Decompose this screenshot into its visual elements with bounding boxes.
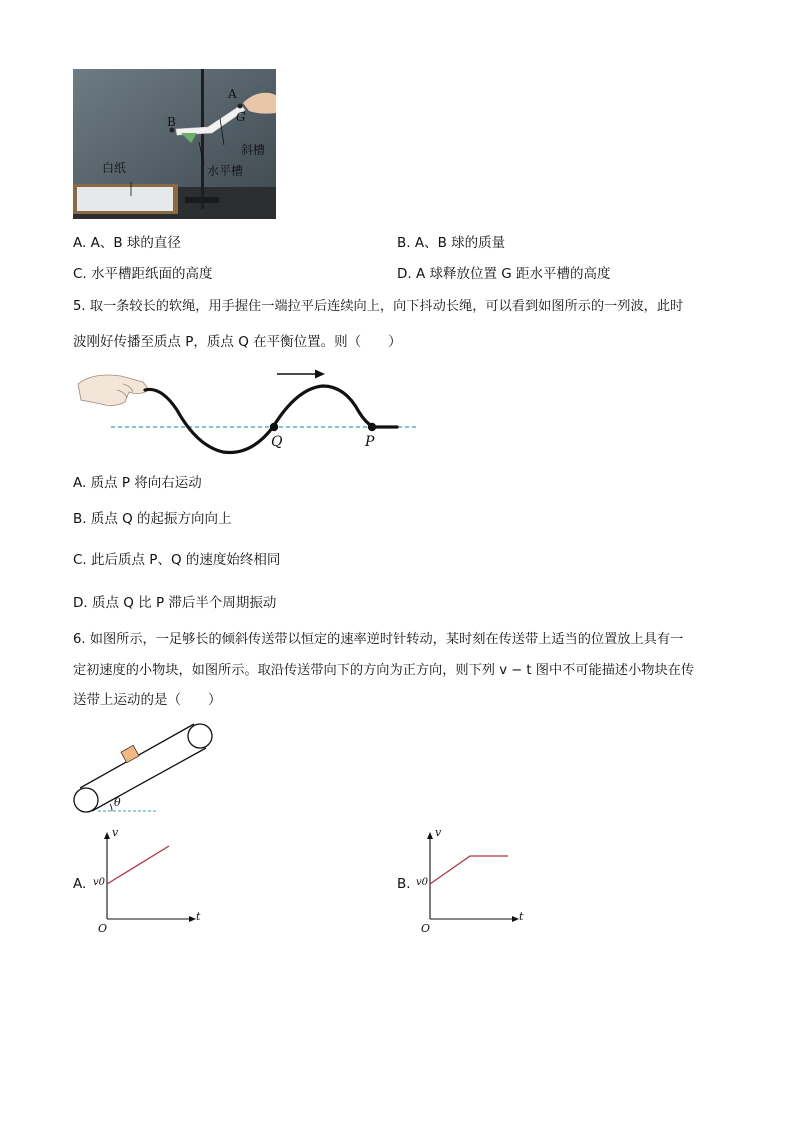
point-p-label: P [365,434,375,450]
photo-label-horizontal: 水平槽 [207,164,244,178]
propagation-arrow-head [315,370,325,379]
conveyor-drawing [70,718,220,818]
q4-option-a: A. A、B 球的直径 [73,235,181,251]
graph-a-v-label: v [112,826,119,839]
graph-a [92,826,212,938]
photo-label-g: G [236,110,246,124]
photo-label-paper: 白纸 [102,161,127,175]
graph-a-v0-label: v0 [93,877,106,888]
q5-option-c: C. 此后质点 P、Q 的速度始终相同 [73,552,281,568]
q4-option-c: C. 水平槽距纸面的高度 [73,266,213,282]
photo-label-b: B [167,115,176,129]
q6-stem-line-3: 送带上运动的是（ ） [73,692,222,708]
photo-label-a: A [228,87,237,101]
wave-figure [73,366,433,458]
q4-option-b: B. A、B 球的质量 [397,235,506,251]
q5-stem-line-1: 5. 取一条较长的软绳，用手握住一端拉平后连续向上，向下抖动长绳，可以看到如图所示的一列波，此时 [73,299,684,314]
photo-label-slope: 斜槽 [241,143,266,157]
graph-a-velocity-line [107,846,169,884]
conveyor-figure [70,718,220,818]
wave-figure-drawing [73,366,433,458]
graph-b-origin-label: O [421,922,431,935]
q6-stem-line-1: 6. 如图所示，一足够长的倾斜传送带以恒定的速率逆时针转动，某时刻在传送带上适当的位置放上具有一 [73,632,684,647]
graph-a-t-label: t [196,910,201,923]
q6-stem-line-2: 定初速度的小物块，如图所示。取沿传送带向下的方向为正方向，则下列 v − t 图中不可能描述小物块在传 [73,663,695,678]
graph-b-v-label: v [435,826,442,839]
q5-option-d: D. 质点 Q 比 P 滞后半个周期振动 [73,595,277,611]
graph-b [415,826,535,938]
graph-a-origin-label: O [98,922,108,935]
graph-b-v0-label: v0 [416,877,429,888]
point-p-dot [368,423,376,431]
graph-b-option-label: B. [397,876,411,892]
graph-b-drawing [415,826,535,938]
theta-label: θ [114,796,121,809]
graph-b-t-label: t [519,910,524,923]
point-q-label: Q [271,434,283,450]
graph-b-velocity-line [430,856,508,884]
graph-a-drawing [92,826,212,938]
q4-option-d: D. A 球释放位置 G 距水平槽的高度 [397,266,611,282]
apparatus-photo [73,69,276,219]
q5-option-b: B. 质点 Q 的起振方向向上 [73,511,232,527]
graph-a-option-label: A. [73,876,87,892]
point-q-dot [270,423,278,431]
q5-stem-line-2: 波刚好传播至质点 P，质点 Q 在平衡位置。则（ ） [73,334,402,350]
q5-option-a: A. 质点 P 将向右运动 [73,475,202,491]
